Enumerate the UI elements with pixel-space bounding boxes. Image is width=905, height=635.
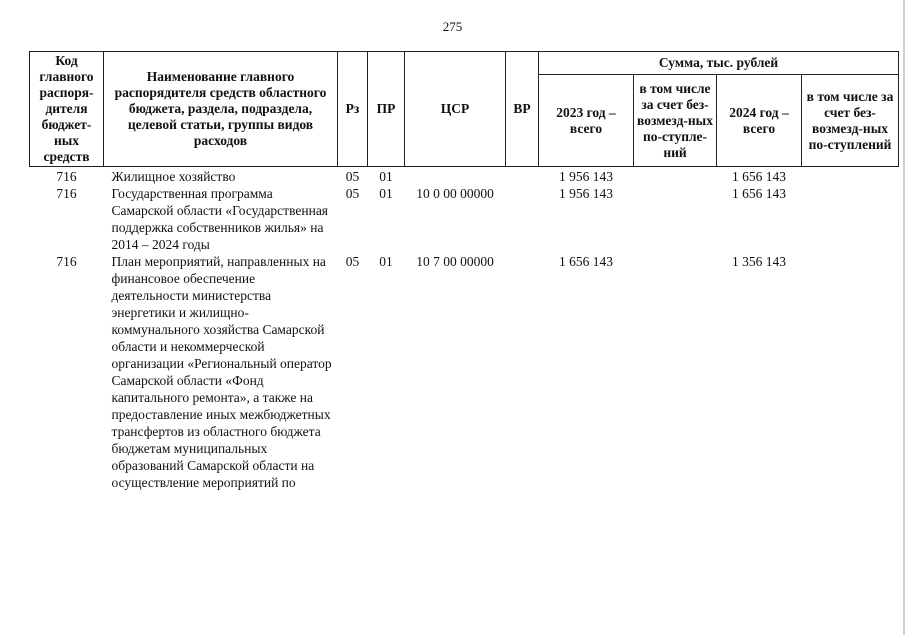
cell-2024-total: 1 656 143 xyxy=(732,186,786,201)
header-name: Наименование главного распорядителя средств областного бюджета, раздела, подраздела, целевой статьи, группы видов расходов xyxy=(104,52,338,167)
budget-table xyxy=(29,51,899,491)
cell-pr: 01 xyxy=(379,186,393,201)
cell-csr: 10 7 00 00000 xyxy=(416,254,494,269)
header-code: Код главного распоря-дителя бюджет-ных средств xyxy=(30,52,104,167)
cell-csr xyxy=(405,167,506,186)
cell-2023-total: 1 956 143 xyxy=(559,186,613,201)
header-2024-free: в том числе за счет без-возмезд-ных по-ступлений xyxy=(802,75,899,167)
cell-2024-free xyxy=(802,253,899,491)
table-row xyxy=(30,253,899,491)
header-csr: ЦСР xyxy=(405,52,506,167)
cell-vr xyxy=(506,253,539,491)
cell-rz: 05 xyxy=(345,254,360,269)
cell-pr: 01 xyxy=(379,254,393,269)
cell-2024-total: 1 656 143 xyxy=(732,169,786,184)
cell-rz: 05 xyxy=(345,169,360,184)
cell-name: План мероприятий, направленных на финансовое обеспечение деятельности министерства энергетики и жилищно-коммунального хозяйства Самарской области и некоммерческой организации «Региональный оператор Самарской области «Фонд капитального ремонта», а также на предоставление иных межбюджетных трансфертов из областного бюджета бюджетам муниципальных образований Самарской области на осуществление мероприятий по xyxy=(111,254,332,490)
cell-2023-total: 1 956 143 xyxy=(559,169,613,184)
cell-code: 716 xyxy=(56,186,77,201)
cell-pr: 01 xyxy=(379,169,393,184)
cell-vr xyxy=(506,167,539,186)
table-row xyxy=(30,185,899,253)
cell-2024-total: 1 356 143 xyxy=(732,254,786,269)
cell-rz: 05 xyxy=(345,186,360,201)
header-rz: Рз xyxy=(338,52,368,167)
table-row xyxy=(30,167,899,186)
cell-2023-total: 1 656 143 xyxy=(559,254,613,269)
cell-name: Жилищное хозяйство xyxy=(111,169,236,184)
cell-code: 716 xyxy=(56,169,77,184)
header-sum-group: Сумма, тыс. рублей xyxy=(539,52,899,75)
header-vr: ВР xyxy=(506,52,539,167)
header-2023-total: 2023 год – всего xyxy=(539,75,634,167)
cell-2024-free xyxy=(802,167,899,186)
cell-2023-free xyxy=(634,167,717,186)
header-2023-free: в том числе за счет без-возмезд-ных по-ступле-ний xyxy=(634,75,717,167)
cell-csr: 10 0 00 00000 xyxy=(416,186,494,201)
cell-code: 716 xyxy=(56,254,77,269)
header-2024-total: 2024 год – всего xyxy=(717,75,802,167)
page-number: 275 xyxy=(442,19,463,34)
cell-2024-free xyxy=(802,185,899,253)
cell-name: Государственная программа Самарской области «Государственная поддержка собственников жилья» на 2014 – 2024 годы xyxy=(111,186,329,252)
cell-2023-free xyxy=(634,185,717,253)
cell-2023-free xyxy=(634,253,717,491)
header-pr: ПР xyxy=(368,52,405,167)
cell-vr xyxy=(506,185,539,253)
